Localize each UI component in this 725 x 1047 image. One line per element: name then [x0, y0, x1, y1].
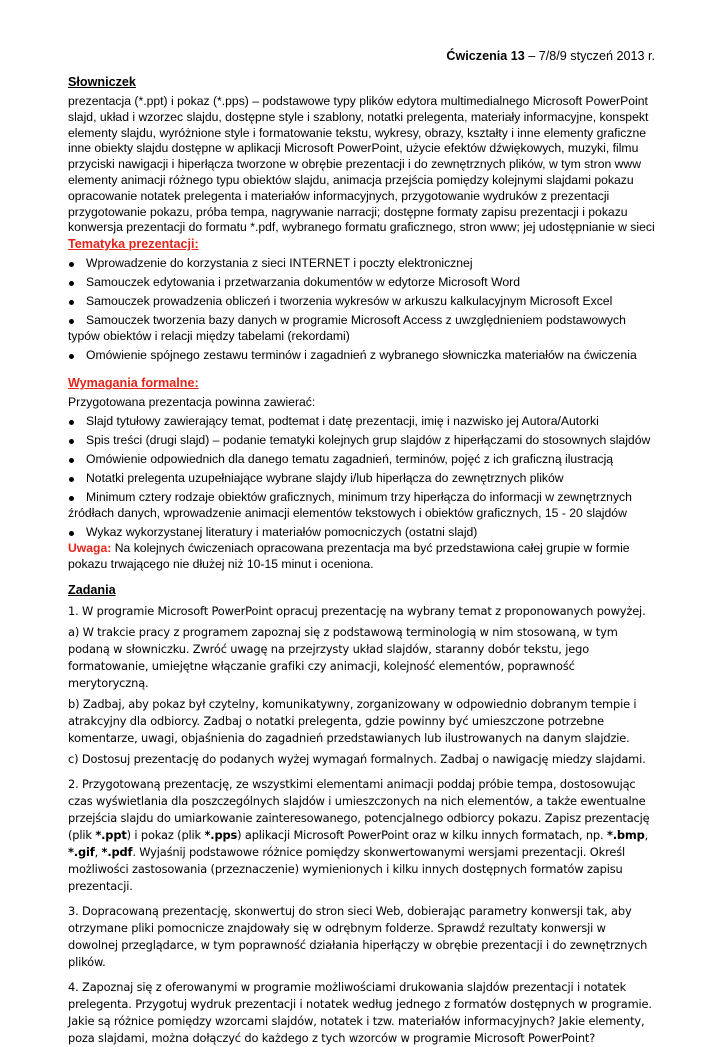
- list-item: Samouczek prowadzenia obliczeń i tworzenia wykresów w arkuszu kalkulacyjnym Microsoft Excel: [68, 294, 660, 310]
- warning-label: Uwaga:: [68, 540, 112, 555]
- bullet-icon: [69, 531, 74, 536]
- list-item: Minimum cztery rodzaje obiektów graficznych, minimum trzy hiperłącza do informacji w zewnętrznych źródłach danych, wprowadzenie animacji elementów tekstowych i obiektów graficznych, 15 - 20 slajdów: [68, 490, 632, 520]
- task-2: 2. Przygotowaną prezentację, ze wszystkimi elementami animacji poddaj próbie tempa, dostosowując czas wyświetlania dla poszczególnych slajdów i umieszczonych na nich elementów, a także ewentualne przejścia slajdu do umiarkowanie zainteresowanego, potencjalnego odbiorcy pokazu. Zapisz prezentację (plik *.ppt) i pokaz (plik *.pps) aplikacji Microsoft PowerPoint oraz w kilku innych formatach, np. *.bmp, *.gif, *.pdf. Wyjaśnij podstawowe różnice pomiędzy skonwertowanymi wersjami prezentacji. Określ możliwości zastosowania (przeznaczenie) wymienionych i kilku innych dostępnych formatów zapisu prezentacji.: [68, 777, 650, 893]
- topics-list: [68, 256, 660, 364]
- requirements-list: [68, 414, 660, 541]
- list-item: Spis treści (drugi slajd) – podanie tematyki kolejnych grup slajdów z hiperłączami do stosownych slajdów: [68, 433, 660, 449]
- list-item: Samouczek tworzenia bazy danych w programie Microsoft Access z uwzględnieniem podstawowych typów obiektów i relacji między tabelami (rekordami): [68, 313, 626, 344]
- list-item: Wprowadzenie do korzystania z sieci INTERNET i poczty elektronicznej: [68, 256, 660, 272]
- task-1a: a) W trakcie pracy z programem zapoznaj się z podstawową terminologią w nim stosowaną, w tym podaną w słowniczku. Zwróć uwagę na przejrzysty układ slajdów, staranny dobór tekstu, jego formatowanie, umiejętne włączanie grafiki czy animacji, kolejność elementów, poprawność merytoryczną.: [68, 625, 618, 690]
- bullet-icon: [69, 319, 74, 324]
- glossary-heading: Słowniczek: [68, 75, 136, 89]
- task-4: 4. Zapoznaj się z oferowanymi w programie możliwościami drukowania slajdów prezentacji i notatek prelegenta. Przygotuj wydruk prezentacji i notatek według jednego z formatów dostępnych w programie. Jakie są różnice pomiędzy wzorcami slajdów, notatek i tzw. materiałów informacyjnych? Jakie elementy, poza slajdami, można dołączyć do każdego z tych wzorców w programie Microsoft PowerPoint?: [68, 980, 652, 1045]
- task-1c: c) Dostosuj prezentację do podanych wyżej wymagań formalnych. Zadbaj o nawigację miedzy slajdami.: [68, 752, 646, 766]
- bullet-icon: [69, 300, 74, 305]
- glossary-section: [68, 75, 660, 236]
- bullet-icon: [69, 281, 74, 286]
- bullet-icon: [69, 458, 74, 463]
- list-item: Notatki prelegenta uzupełniające wybrane slajdy i/lub hiperłącza do zewnętrznych plików: [68, 471, 660, 487]
- bullet-icon: [69, 439, 74, 444]
- list-item: Slajd tytułowy zawierający temat, podtemat i datę prezentacji, imię i nazwisko jej Autora/Autorki: [68, 414, 660, 430]
- header-title: Ćwiczenia 13: [446, 49, 525, 63]
- bullet-icon: [69, 496, 74, 501]
- glossary-text: prezentacja (*.ppt) i pokaz (*.pps) – podstawowe typy plików edytora multimedialnego Microsoft PowerPoint slajd, układ i wzorzec slajdu, dostępne style i szablony, notatki prelegenta, materiały informacyjne, konspekt elementy slajdu, wyróżnione style i formatowanie tekstu, wykresy, obrazy, kształty i inne elementy graficzne inne obiekty slajdu dostępne w aplikacji Microsoft PowerPoint, użycie efektów dźwiękowych, muzyki, filmu przyciski nawigacji i hiperłącza tworzone w obrębie prezentacji i do zewnętrznych plików, w tym stron www elementy animacji różnego typu obiektów slajdu, animacja przejścia pomiędzy kolejnymi slajdami pokazu opracowanie notatek prelegenta i materiałów informacyjnych, przygotowanie wydruków z prezentacji przygotowanie pokazu, próba tempa, nagrywanie narracji; dostępne formaty zapisu prezentacji i pokazu konwersja prezentacji do formatu *.pdf, wybranego formatu graficznego, stron www; jej udostępnianie w sieci: [68, 94, 655, 235]
- tasks-section: [68, 583, 658, 1047]
- bullet-icon: [69, 262, 74, 267]
- bullet-icon: [69, 354, 74, 359]
- requirements-intro: Przygotowana prezentacja powinna zawierać:: [68, 395, 316, 409]
- requirements-section: [68, 376, 660, 572]
- tasks-heading: Zadania: [68, 583, 116, 597]
- warning-text: Na kolejnych ćwiczeniach opracowana prezentacja ma być przedstawiona całej grupie w formie pokazu trwającego nie dłużej niż 10-15 minut i oceniona.: [68, 540, 630, 571]
- bullet-icon: [69, 420, 74, 425]
- list-item: Omówienie spójnego zestawu terminów i zagadnień z wybranego słowniczka materiałów na ćwiczenia: [68, 348, 660, 364]
- topics-section: [68, 237, 660, 367]
- warning-note: [68, 541, 660, 573]
- list-item: Omówienie odpowiednich dla danego tematu zagadnień, terminów, pojęć z ich graficzną ilustracją: [68, 452, 660, 468]
- task-1: 1. W programie Microsoft PowerPoint opracuj prezentację na wybrany temat z proponowanych powyżej.: [68, 604, 646, 618]
- topics-heading: Tematyka prezentacji:: [68, 237, 199, 251]
- requirements-heading: Wymagania formalne:: [68, 376, 199, 390]
- list-item: Samouczek edytowania i przetwarzania dokumentów w edytorze Microsoft Word: [68, 275, 660, 291]
- task-1b: b) Zadbaj, aby pokaz był czytelny, komunikatywny, zorganizowany w odpowiednio dobranym tempie i atrakcyjny dla odbiorcy. Zadbaj o notatki prelegenta, gdzie powinny być umieszczone potrzebne komentarze, uwagi, objaśnienia do zagadnień przedstawianych lub ilustrowanych na danym slajdzie.: [68, 697, 637, 745]
- bullet-icon: [69, 477, 74, 482]
- header-date: – 7/8/9 styczeń 2013 r.: [524, 49, 655, 63]
- list-item: Wykaz wykorzystanej literatury i materiałów pomocniczych (ostatni slajd): [68, 525, 660, 541]
- document-header: [430, 49, 655, 63]
- task-3: 3. Dopracowaną prezentację, skonwertuj do stron sieci Web, dobierając parametry konwersji tak, aby otrzymane pliki pomocnicze znajdowały się w odrębnym folderze. Sprawdź rezultaty konwersji w dowolnej przeglądarce, w tym poprawność działania hiperłączy w obrębie prezentacji i do zewnętrznych plików.: [68, 904, 648, 969]
